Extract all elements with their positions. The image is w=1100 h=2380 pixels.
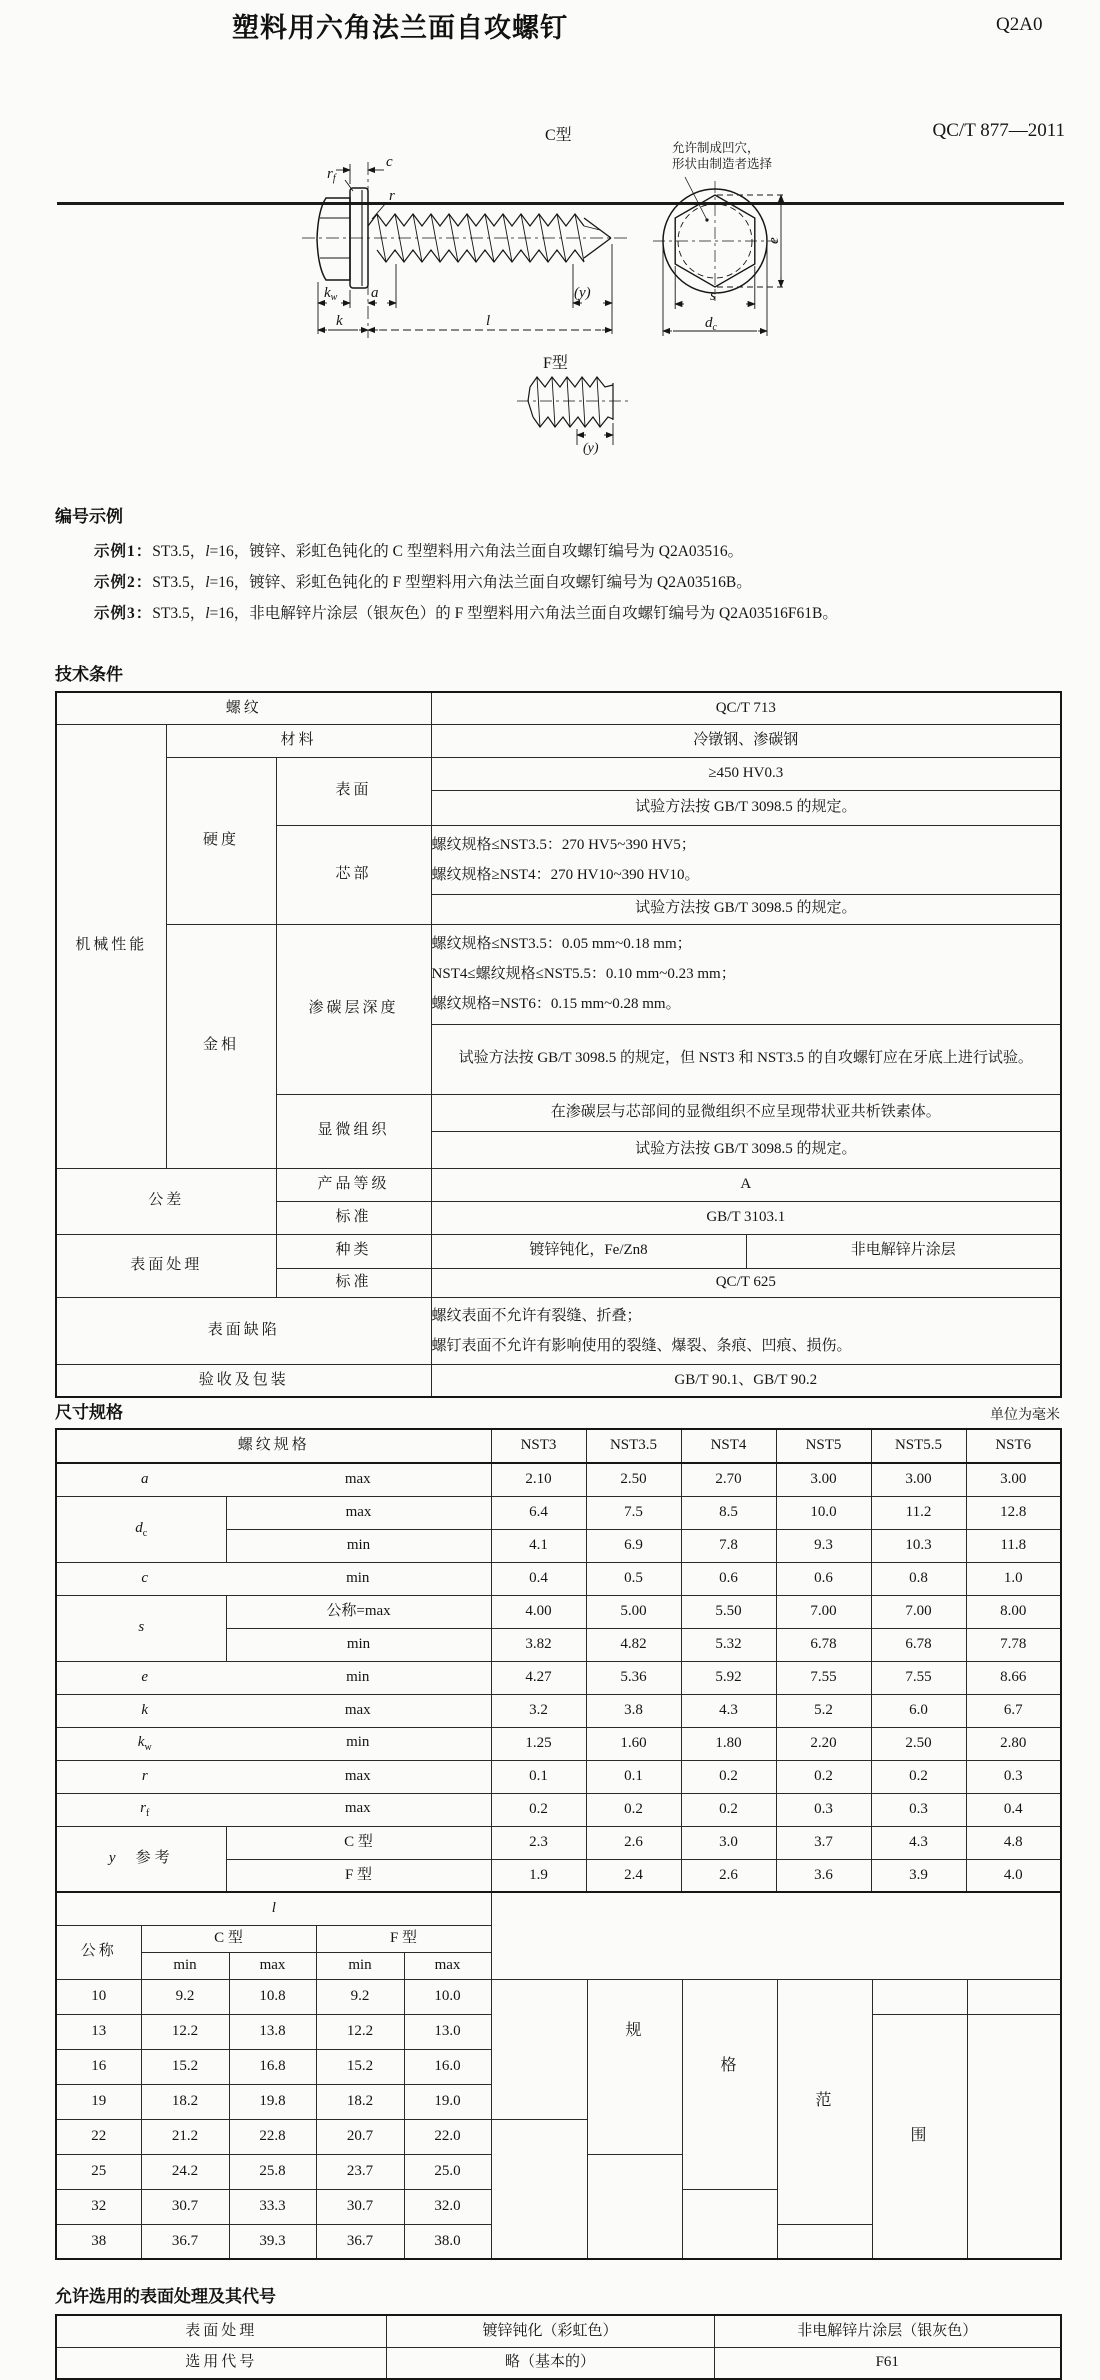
min-header: min	[141, 1952, 229, 1979]
row-label-kw: $k_w$ min	[56, 1727, 491, 1760]
cell: 38	[56, 2224, 141, 2259]
table-row	[56, 1595, 1061, 1628]
cell: 0.8	[871, 1562, 966, 1595]
cell: 16	[56, 2049, 141, 2084]
kw-label: $k_w$	[324, 285, 338, 303]
table-row	[56, 1463, 1061, 1496]
cell: 4.3	[871, 1826, 966, 1859]
treatment-standard-label: 标准	[276, 1268, 431, 1297]
cell: 4.82	[586, 1628, 681, 1661]
cell: 15.2	[141, 2049, 229, 2084]
spec-col: NST4	[681, 1429, 776, 1463]
core-label: 芯部	[276, 825, 431, 924]
core-test-method: 试验方法按 GB/T 3098.5 的规定。	[431, 894, 1061, 924]
acceptance-packaging-label: 验收及包装	[56, 1364, 431, 1397]
cell: 2.70	[681, 1463, 776, 1496]
spec-col: NST3	[491, 1429, 586, 1463]
cell: 0.2	[681, 1793, 776, 1826]
qual-cell: max	[226, 1496, 491, 1529]
cell: 4.8	[966, 1826, 1061, 1859]
cell: 23.7	[316, 2154, 404, 2189]
cell: 0.2	[491, 1793, 586, 1826]
cell: 6.4	[491, 1496, 586, 1529]
cell: 32.0	[404, 2189, 491, 2224]
cell: 0.4	[966, 1793, 1061, 1826]
length-table	[55, 1891, 1062, 2260]
qual-cell: F 型	[226, 1859, 491, 1892]
rf-label: $r_f$	[327, 166, 336, 184]
case-depth-test-method: 试验方法按 GB/T 3098.5 的规定，但 NST3 和 NST3.5 的自攻螺钉应在牙底上进行试验。	[431, 1024, 1061, 1094]
cell: 8.5	[681, 1496, 776, 1529]
spec-col: NST6	[966, 1429, 1061, 1463]
cell: 0.2	[871, 1760, 966, 1793]
cell: 11.2	[871, 1496, 966, 1529]
treatment-kind-value-2: 非电解锌片涂层	[746, 1234, 1061, 1268]
nominal-label: 公称	[56, 1925, 141, 1979]
cell: 18.2	[316, 2084, 404, 2119]
table-row	[56, 924, 1061, 1024]
cell: 18.2	[141, 2084, 229, 2119]
c-type-screw-drawing	[300, 140, 630, 350]
s-label: s	[710, 288, 716, 304]
cell: 6.7	[966, 1694, 1061, 1727]
cell: 24.2	[141, 2154, 229, 2189]
code-row-label: 选用代号	[56, 2347, 386, 2379]
cell: 22.0	[404, 2119, 491, 2154]
f-type-screw-drawing	[445, 345, 640, 460]
cell: 10	[56, 1979, 141, 2014]
cell: 9.2	[316, 1979, 404, 2014]
max-header: max	[229, 1952, 316, 1979]
cell: 13	[56, 2014, 141, 2049]
cell: 6.9	[586, 1529, 681, 1562]
example-line: 示例2：ST3.5，l=16，镀锌、彩虹色钝化的 F 型塑料用六角法兰面自攻螺钉编号为 Q2A03516B。	[94, 574, 752, 591]
cell: 0.3	[966, 1760, 1061, 1793]
cell: 21.2	[141, 2119, 229, 2154]
qual-cell: min	[226, 1529, 491, 1562]
cell: 10.8	[229, 1979, 316, 2014]
cell: 10.0	[776, 1496, 871, 1529]
treatment-kind-value-1: 镀锌钝化，Fe/Zn8	[431, 1234, 746, 1268]
cell: 2.50	[586, 1463, 681, 1496]
cell: 0.1	[586, 1760, 681, 1793]
cell: 5.2	[776, 1694, 871, 1727]
cell: 5.00	[586, 1595, 681, 1628]
treatment-option-2: 非电解锌片涂层（银灰色）	[714, 2315, 1061, 2347]
cell: 25.0	[404, 2154, 491, 2189]
dims-heading: 尺寸规格	[55, 1403, 123, 1422]
cell: 8.66	[966, 1661, 1061, 1694]
range-char: 格	[720, 2057, 738, 2074]
row-label-k: k max	[56, 1694, 491, 1727]
cell: 13.0	[404, 2014, 491, 2049]
surface-hardness-value: ≥450 HV0.3	[431, 757, 1061, 790]
code-option-2: F61	[714, 2347, 1061, 2379]
f-y-label: (y)	[583, 441, 599, 456]
cell: 7.55	[776, 1661, 871, 1694]
cell: 9.3	[776, 1529, 871, 1562]
table-row	[56, 1297, 1061, 1364]
l-label: l	[486, 313, 491, 329]
cell: 0.6	[776, 1562, 871, 1595]
cell: 4.0	[966, 1859, 1061, 1892]
cell: 3.7	[776, 1826, 871, 1859]
cell: 30.7	[141, 2189, 229, 2224]
microstructure-label: 显微组织	[276, 1094, 431, 1168]
cell: 7.5	[586, 1496, 681, 1529]
cell: 36.7	[141, 2224, 229, 2259]
cell: 1.9	[491, 1859, 586, 1892]
tech-conditions-table	[55, 691, 1062, 1398]
surface-treatment-label: 表面处理	[56, 1234, 276, 1297]
cell: 25	[56, 2154, 141, 2189]
cell: 16.8	[229, 2049, 316, 2084]
table-row	[56, 1234, 1061, 1268]
f-type-caption: F型	[543, 355, 568, 372]
cell: 10.3	[871, 1529, 966, 1562]
cell: 38.0	[404, 2224, 491, 2259]
product-grade-label: 产品等级	[276, 1168, 431, 1201]
tolerance-standard-label: 标准	[276, 1201, 431, 1234]
table-row	[56, 2347, 1061, 2379]
cell: 0.3	[871, 1793, 966, 1826]
cell: 4.1	[491, 1529, 586, 1562]
cell: 3.00	[871, 1463, 966, 1496]
cell: 3.8	[586, 1694, 681, 1727]
cell: 12.8	[966, 1496, 1061, 1529]
table-row	[56, 757, 1061, 790]
c-type-header: C 型	[141, 1925, 316, 1952]
range-char: 范	[815, 2092, 833, 2109]
cell: 7.00	[776, 1595, 871, 1628]
cell: 7.8	[681, 1529, 776, 1562]
cell: 0.6	[681, 1562, 776, 1595]
cell: 16.0	[404, 2049, 491, 2084]
surface-test-method: 试验方法按 GB/T 3098.5 的规定。	[431, 790, 1061, 825]
table-row	[56, 1727, 1061, 1760]
treatment-option-1: 镀锌钝化（彩虹色）	[386, 2315, 714, 2347]
table-row	[56, 1760, 1061, 1793]
cell: 3.9	[871, 1859, 966, 1892]
page-title: 塑料用六角法兰面自攻螺钉	[232, 13, 568, 43]
cell: 0.2	[776, 1760, 871, 1793]
spec-col: NST5.5	[871, 1429, 966, 1463]
cell: 25.8	[229, 2154, 316, 2189]
cell: 12.2	[316, 2014, 404, 2049]
cell: 7.78	[966, 1628, 1061, 1661]
dc-label: $d_c$	[705, 315, 717, 333]
table-row	[56, 692, 1061, 724]
cell: 6.78	[776, 1628, 871, 1661]
example-line: 示例3：ST3.5，l=16，非电解锌片涂层（银灰色）的 F 型塑料用六角法兰面自攻螺钉编号为 Q2A03516F61B。	[94, 605, 838, 622]
row-label-r: r max	[56, 1760, 491, 1793]
spec-range-region	[491, 1892, 1061, 2259]
cell: 2.20	[776, 1727, 871, 1760]
cell: 22	[56, 2119, 141, 2154]
cell: 5.32	[681, 1628, 776, 1661]
cell: 22.8	[229, 2119, 316, 2154]
cell: 1.0	[966, 1562, 1061, 1595]
dimension-labels	[324, 154, 591, 329]
cell: 20.7	[316, 2119, 404, 2154]
cell: 6.0	[871, 1694, 966, 1727]
cell: 5.36	[586, 1661, 681, 1694]
table-row	[56, 1793, 1061, 1826]
standard-number: QC/T 877—2011	[932, 120, 1065, 141]
table-row	[56, 1694, 1061, 1727]
cell: 2.6	[681, 1859, 776, 1892]
row-label-y: y 参考	[56, 1826, 226, 1892]
cell: 19	[56, 2084, 141, 2119]
spec-range-staircase	[492, 1893, 1060, 2258]
cell: 11.8	[966, 1529, 1061, 1562]
cell: 30.7	[316, 2189, 404, 2224]
table-header-row	[56, 1429, 1061, 1463]
cell: 9.2	[141, 1979, 229, 2014]
spec-col: NST3.5	[586, 1429, 681, 1463]
cell: 1.25	[491, 1727, 586, 1760]
examples-block	[42, 536, 1064, 629]
example-line: 示例1：ST3.5，l=16，镀锌、彩虹色钝化的 C 型塑料用六角法兰面自攻螺钉编号为 Q2A03516。	[94, 543, 744, 560]
cell: 2.6	[586, 1826, 681, 1859]
cell: 3.82	[491, 1628, 586, 1661]
acceptance-packaging-value: GB/T 90.1、GB/T 90.2	[431, 1364, 1061, 1397]
cell: 12.2	[141, 2014, 229, 2049]
table-row	[56, 1892, 1061, 1925]
cell: 39.3	[229, 2224, 316, 2259]
cell: 2.4	[586, 1859, 681, 1892]
surface-treatment-row-label: 表面处理	[56, 2315, 386, 2347]
row-label-a: a max	[56, 1463, 491, 1496]
cell: 0.5	[586, 1562, 681, 1595]
microstructure-value: 在渗碳层与芯部间的显微组织不应呈现带状亚共析铁素体。	[431, 1094, 1061, 1131]
cell: 5.92	[681, 1661, 776, 1694]
surface-treatments-table	[55, 2314, 1062, 2380]
k-label: k	[336, 313, 343, 329]
table-row	[56, 1826, 1061, 1859]
thread-label: 螺纹	[56, 692, 431, 724]
row-label-rf: $r_f$ max	[56, 1793, 491, 1826]
code-option-1: 略（基本的）	[386, 2347, 714, 2379]
doc-code: Q2A0	[996, 14, 1043, 35]
tolerance-label: 公差	[56, 1168, 276, 1234]
cell: 10.0	[404, 1979, 491, 2014]
surface-defects-label: 表面缺陷	[56, 1297, 431, 1364]
table-row	[56, 1661, 1061, 1694]
surface-label: 表面	[276, 757, 431, 825]
core-hardness-value: 螺纹规格≤NST3.5：270 HV5~390 HV5； 螺纹规格≥NST4：270 HV10~390 HV10。	[431, 825, 1061, 894]
treatment-standard-value: QC/T 625	[431, 1268, 1061, 1297]
table-row	[56, 1562, 1061, 1595]
examples-heading: 编号示例	[55, 507, 123, 526]
table-row	[56, 1496, 1061, 1529]
cell: 6.78	[871, 1628, 966, 1661]
cell: 3.00	[776, 1463, 871, 1496]
material-label: 材料	[166, 724, 431, 757]
thread-value: QC/T 713	[431, 692, 1061, 724]
cell: 8.00	[966, 1595, 1061, 1628]
hardness-label: 硬度	[166, 757, 276, 924]
cell: 7.55	[871, 1661, 966, 1694]
y-label: (y)	[574, 285, 591, 301]
row-label-e: e min	[56, 1661, 491, 1694]
case-depth-value: 螺纹规格≤NST3.5：0.05 mm~0.18 mm； NST4≤螺纹规格≤NST5.5：0.10 mm~0.23 mm； 螺纹规格=NST6：0.15 mm~0.28 mm。	[431, 924, 1061, 1024]
qual-cell: 公称=max	[226, 1595, 491, 1628]
screw-body	[528, 377, 613, 427]
qual-cell: min	[226, 1628, 491, 1661]
flange-head-outline	[653, 177, 777, 301]
unit-note: 单位为毫米	[990, 1408, 1060, 1423]
f-type-header: F 型	[316, 1925, 491, 1952]
row-label-c: c min	[56, 1562, 491, 1595]
spec-col: NST5	[776, 1429, 871, 1463]
c-type-caption: C型	[545, 127, 572, 144]
cell: 2.10	[491, 1463, 586, 1496]
cell: 3.00	[966, 1463, 1061, 1496]
dimension-lines	[663, 195, 787, 336]
cell: 0.2	[586, 1793, 681, 1826]
max-header: max	[404, 1952, 491, 1979]
microstructure-test-method: 试验方法按 GB/T 3098.5 的规定。	[431, 1131, 1061, 1168]
spec-header: 螺纹规格	[56, 1429, 491, 1463]
cell: 3.0	[681, 1826, 776, 1859]
cell: 4.00	[491, 1595, 586, 1628]
cell: 32	[56, 2189, 141, 2224]
cell: 0.3	[776, 1793, 871, 1826]
cell: 19.0	[404, 2084, 491, 2119]
cell: 33.3	[229, 2189, 316, 2224]
row-label-s: s	[56, 1595, 226, 1661]
cell: 7.00	[871, 1595, 966, 1628]
cell: 13.8	[229, 2014, 316, 2049]
qual-cell: C 型	[226, 1826, 491, 1859]
c-label: c	[386, 154, 393, 170]
surface-heading: 允许选用的表面处理及其代号	[55, 2287, 276, 2306]
tech-heading: 技术条件	[55, 665, 123, 684]
cell: 3.6	[776, 1859, 871, 1892]
cell: 1.80	[681, 1727, 776, 1760]
product-grade-value: A	[431, 1168, 1061, 1201]
metallography-label: 金相	[166, 924, 276, 1168]
surface-defects-value: 螺纹表面不允许有裂缝、折叠； 螺钉表面不允许有影响使用的裂缝、爆裂、条痕、凹痕、损伤。	[431, 1297, 1061, 1364]
treatment-kind-label: 种类	[276, 1234, 431, 1268]
cell: 0.2	[681, 1760, 776, 1793]
recess-note: 允许制成凹穴， 形状由制造者选择	[672, 141, 773, 171]
table-row	[56, 1168, 1061, 1201]
mechanical-properties-label: 机械性能	[56, 724, 166, 1168]
cell: 1.60	[586, 1727, 681, 1760]
row-label-dc: $d_c$	[56, 1496, 226, 1562]
cell: 19.8	[229, 2084, 316, 2119]
cell: 0.4	[491, 1562, 586, 1595]
table-row	[56, 1364, 1061, 1397]
cell: 5.50	[681, 1595, 776, 1628]
min-header: min	[316, 1952, 404, 1979]
head-front-view-drawing	[645, 135, 810, 350]
e-label: e	[766, 237, 782, 244]
cell: 0.1	[491, 1760, 586, 1793]
range-char: 规	[625, 2022, 643, 2039]
table-row	[56, 724, 1061, 757]
cell: 4.27	[491, 1661, 586, 1694]
cell: 3.2	[491, 1694, 586, 1727]
cell: 4.3	[681, 1694, 776, 1727]
l-header: l	[56, 1892, 491, 1925]
material-value: 冷镦钢、渗碳钢	[431, 724, 1061, 757]
cell: 2.80	[966, 1727, 1061, 1760]
r-label: r	[389, 188, 395, 204]
a-label: a	[371, 285, 379, 301]
table-row	[56, 2315, 1061, 2347]
cell: 15.2	[316, 2049, 404, 2084]
cell: 36.7	[316, 2224, 404, 2259]
case-depth-label: 渗碳层深度	[276, 924, 431, 1094]
tolerance-standard-value: GB/T 3103.1	[431, 1201, 1061, 1234]
cell: 2.3	[491, 1826, 586, 1859]
cell: 2.50	[871, 1727, 966, 1760]
range-char: 围	[910, 2127, 928, 2144]
dimensions-table	[55, 1428, 1062, 1893]
